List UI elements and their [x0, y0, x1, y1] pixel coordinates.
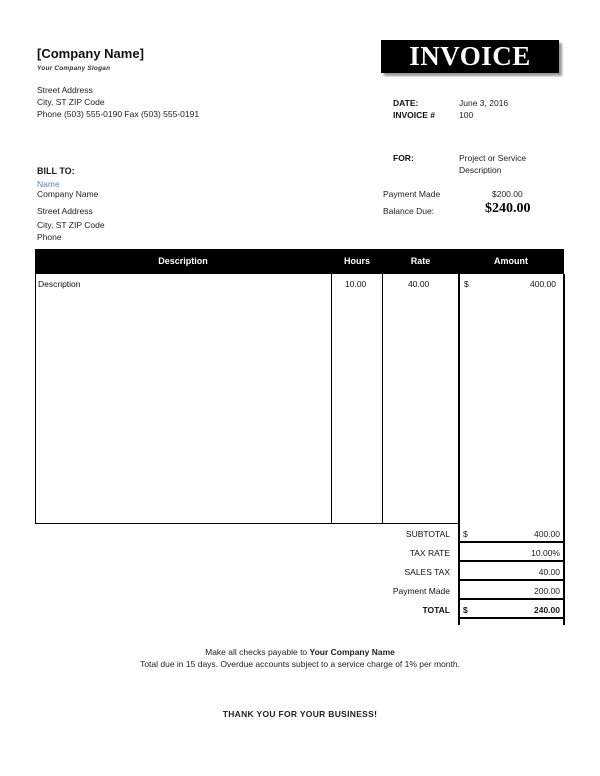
checks-payable-line: [0, 647, 600, 657]
bill-to-company: Company Name: [37, 189, 99, 199]
for-line-2: Description: [459, 165, 502, 175]
sales-tax-label: SALES TAX: [404, 567, 450, 577]
items-table-header: [35, 249, 564, 274]
row-currency: $: [464, 279, 469, 289]
checks-payable-prefix: Make all checks payable to: [205, 647, 310, 657]
bill-to-phone: Phone: [37, 232, 62, 242]
for-line-1: Project or Service: [459, 153, 527, 163]
total-value: 240.00: [534, 605, 560, 615]
payment-terms: Total due in 15 days. Overdue accounts subject to a service charge of 1% per month.: [140, 659, 460, 669]
total-label: TOTAL: [422, 605, 450, 615]
tax-rate-value: 10.00%: [531, 548, 560, 558]
table-border-left: [35, 274, 36, 524]
table-border-bottom: [35, 523, 459, 524]
row-hours: 10.00: [345, 279, 367, 289]
subtotal-value: 400.00: [534, 529, 560, 539]
payment-made-total-box: [458, 583, 563, 600]
row-description: Description: [38, 279, 81, 289]
subtotal-box: [458, 526, 563, 543]
total-currency: $: [463, 605, 468, 615]
balance-due-label: Balance Due:: [383, 206, 435, 216]
date-value: June 3, 2016: [459, 98, 509, 108]
table-divider-rate: [382, 274, 383, 524]
checks-payable-company: Your Company Name: [309, 647, 395, 657]
subtotal-label: SUBTOTAL: [405, 529, 450, 539]
bill-to-name: Name: [37, 179, 60, 189]
invoice-number-label: INVOICE #: [393, 110, 436, 120]
bill-to-city: City, ST ZIP Code: [37, 220, 105, 230]
payment-made-total-label: Payment Made: [392, 586, 450, 596]
company-city: City, ST ZIP Code: [37, 97, 105, 107]
payment-made-total-value: 200.00: [534, 586, 560, 596]
total-box: [458, 602, 563, 619]
bill-to-street: Street Address: [37, 206, 93, 216]
balance-due-value: $240.00: [485, 201, 531, 216]
row-rate: 40.00: [408, 279, 430, 289]
sales-tax-box: [458, 564, 563, 581]
thank-you-message: THANK YOU FOR YOUR BUSINESS!: [222, 709, 378, 719]
date-label: DATE:: [393, 98, 419, 108]
subtotal-currency: $: [463, 529, 468, 539]
bill-to-heading: BILL TO:: [37, 166, 75, 176]
company-street: Street Address: [37, 85, 93, 95]
table-divider-hours: [331, 274, 332, 524]
tax-rate-label: TAX RATE: [409, 548, 450, 558]
header-amount: Amount: [494, 256, 528, 266]
payment-made-value: $200.00: [492, 189, 523, 199]
sales-tax-value: 40.00: [538, 567, 560, 577]
header-hours: Hours: [343, 256, 370, 266]
tax-rate-box: [458, 545, 563, 562]
header-description: Description: [158, 256, 208, 266]
company-slogan: Your Company Slogan: [37, 65, 111, 72]
header-rate: Rate: [410, 256, 431, 266]
for-label: FOR:: [393, 153, 414, 163]
table-border-right: [563, 274, 565, 625]
company-name: [Company Name]: [37, 46, 144, 61]
company-phone-fax: Phone (503) 555-0190 Fax (503) 555-0191: [37, 109, 200, 119]
invoice-number-value: 100: [459, 110, 474, 120]
payment-made-label: Payment Made: [383, 189, 441, 199]
invoice-title: INVOICE: [381, 40, 559, 73]
row-amount: 400.00: [530, 279, 556, 289]
